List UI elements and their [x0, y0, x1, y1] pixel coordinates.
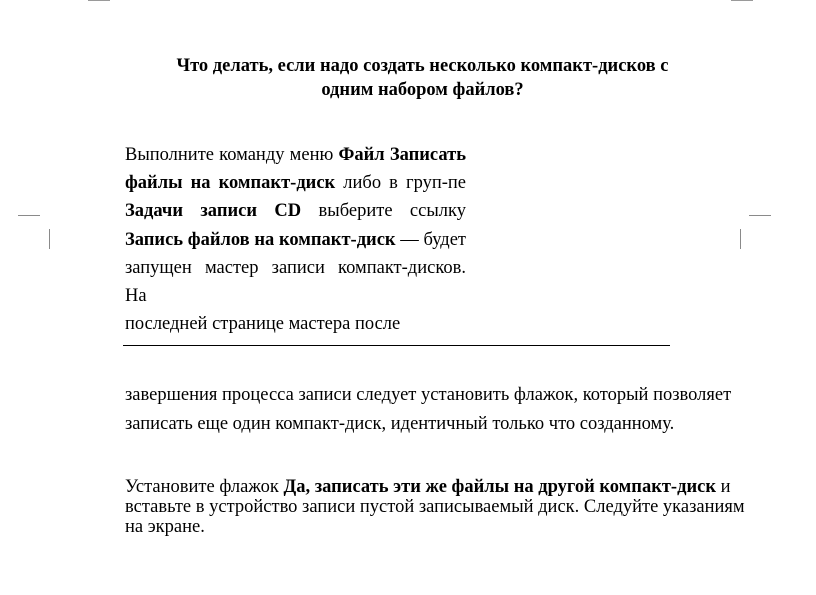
paragraph-line: на экране.: [125, 517, 205, 537]
corner-mark-right-vertical: [740, 229, 741, 249]
paragraph-line: записать еще один компакт-диск, идентичный только что созданному.: [125, 413, 675, 434]
paragraph-continuation: [125, 381, 816, 438]
corner-mark-left-horizontal: [18, 215, 40, 216]
paragraph-text: выберите ссылку: [301, 201, 466, 222]
task-group-name: Задачи записи CD: [125, 201, 302, 222]
paragraph-checkbox-instruction: [125, 477, 816, 537]
paragraph-line: вставьте в устройство записи пустой записываемый диск. Следуйте указаниям: [125, 497, 745, 517]
page-divider: [123, 345, 670, 346]
paragraph-line: завершения процесса записи следует установить флажок, который позволяет: [125, 385, 732, 405]
document-title: [100, 54, 745, 102]
title-line-1: Что делать, если надо создать несколько компакт-дисков с: [176, 56, 669, 76]
link-name: Запись файлов на компакт-диск: [125, 229, 396, 250]
corner-mark-left-vertical: [49, 229, 50, 249]
corner-mark-top-right: [731, 0, 753, 1]
menu-command: Файл Записать файлы на компакт-диск: [125, 145, 466, 194]
title-line-2: одним набором файлов?: [321, 80, 524, 100]
paragraph-text: и: [716, 477, 731, 497]
paragraph-line: [125, 477, 816, 497]
checkbox-label: Да, записать эти же файлы на другой компакт-диск: [283, 477, 716, 497]
corner-mark-right-horizontal: [749, 215, 771, 216]
paragraph-text: — будет запущен мастер записи компакт-дисков. На: [125, 229, 466, 307]
paragraph-text: Выполните команду меню: [125, 145, 339, 165]
corner-mark-top-left: [88, 0, 110, 1]
paragraph-instructions: [125, 141, 466, 338]
paragraph-text: Установите флажок: [125, 477, 284, 497]
paragraph-last-line: последней странице мастера после: [125, 314, 401, 335]
paragraph-text: либо в груп-пе: [335, 173, 466, 194]
